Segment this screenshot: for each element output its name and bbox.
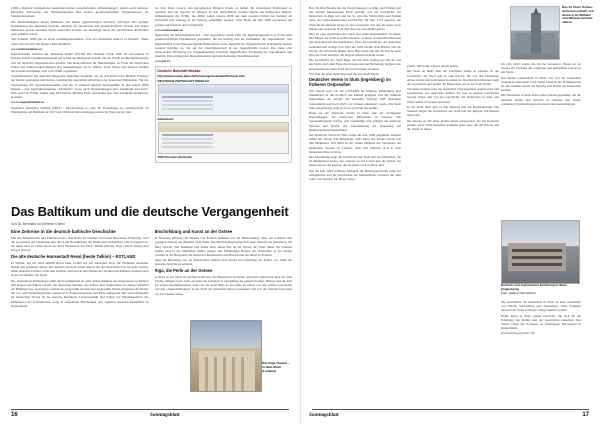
- paragraph: Wir wissen weit von der LITAUEN im früheren Memelland. Das Memelland ist die nördlich des Memel gelegene Teil der früheren Ostpreußen, der infolge des Versailler Vertrags 1920 deutschen Souveränität und nach 1923 von Litauen annektiert wurde. Die Stadt Sluts (Ingelsberg) zeigt sich wie ein Stadt der Kultur.: [309, 89, 401, 110]
- left-top-col-1: [11, 6, 149, 202]
- paragraph: Die Ausstellung zeigt die Geschichte der Stadt und der Menschen, die im Memelland lebten. Sie erinnert an das Leben und die Kultur der Deutschen in der Region, die bis heute noch sichtbar sind.: [309, 155, 401, 168]
- right-columns: [309, 6, 499, 401]
- school-photo-caption: Deutsch vom Gymnasium Erziehung in Sluts (Ingelsberg): [501, 283, 567, 291]
- website-box-heading: Deutsche Botschaft Moskau:: [157, 68, 202, 73]
- paragraph: Die Stadt ist heute eine der schönsten Städte in Litauen. In der Geschichte der Stadt gibt es eine Kirche, die von den Deutschen erbaut wurde und noch heute zu sehen ist. Das Kirchen-Museum zeigt die Geschichte und Kultur der Deutschen, die in der Stadt lebten.: [407, 69, 499, 86]
- paragraph: Moderner Deutscher Zeitung (MDZ) / Moskowskaja ist eine der Entstehung der Gemeinschaft im Einzelgebiet am Baltikum in 1917 und 1934 auf halbe Zeitungen sowie ihr Weg aus der Zeit.: [11, 105, 149, 114]
- paragraph: Die Merkwürdigkeit dieses Rahmens, das immer gegenwärtigen gleichen, verfolgen Sitz geringe Kommission der deutschen Sprache, religiöse der literarische und gesellschaftliche Vereine. Die Ihnen Menschen gewiss ebenfalls dieses deutschen Geistes, der allerdings durch die sprachlichen Aktivitäten auch gebildet wurde.: [11, 19, 149, 37]
- paragraph: Die Geschichte der Stadt Riga, die mit dem Aufbau der Kirche und der Stadt, nach dem Ende des Krieges und der Befreiung, beginnt. Die Kunstwerke der alten Stadt sind noch immer zu sehen.: [309, 58, 401, 71]
- masthead-right: Sonntagsblatt: [309, 412, 339, 418]
- section-heading: Die alte deutsche Hansestadt Reval (heute Tallinn) – ESTLAND: [11, 253, 136, 259]
- website-caption-2: Stift Rossiten (Estland): [157, 154, 192, 159]
- paragraph: Wir sind die alten Stadt Riga und die alte Stadt Reval.: [309, 71, 380, 76]
- paragraph: Denn die Befreiung von der Kunstwerke erklärte man Werke zur Grundlage der Kultur, vor allem die deutsche Sprache zu erhalten.: [154, 258, 292, 267]
- page-right: [300, 0, 600, 424]
- theatre-photo-caption: Das Riga Theater – in Nazi-Stadt (Lettland): [262, 361, 290, 373]
- church-photo: [510, 6, 560, 60]
- web-link[interactable]: www.kultunkultuur.ee: [11, 46, 42, 51]
- website-url[interactable]: http://www.moskau.diplo.de/Vertretung/moskau/de/Startseite.html: [157, 73, 245, 78]
- right-col-3b: [501, 300, 581, 400]
- right-col-1: [309, 6, 401, 401]
- page-number-left: 16: [11, 412, 18, 418]
- paragraph: Der Deutsche Verein in Sluts wurde im Jahr 1989 gegründet. Damals zählte der Verein 250 Mitglieder, 2001 hatte der Verein bereits fast 400 Mitglieder. Seit 2004 ist der Verein Mitglied des Verbandes der Deutschen Vereine in Litauen. Sein Sitz befindet sich in dem Deutschen Haus in Sluts.: [309, 133, 401, 154]
- paragraph: In Tallinn, das bis 1918 amtlich Reval hieß, treffen wir auf deutsches Wort, die Elemente deutscher Kultur den gesamten Alltag. Die deutsche Sprache findet man in der der Oberfläche fast bei jeder Schritt, dabei deutsche Einfluss wirkt hier sichtbar nicht nur in den Namen der Straßen und Plätzen, sondern auch in der Architektur der Stadt.: [11, 260, 149, 278]
- paragraph: In Riga, in der Stadt der großen Kontraste, die Hauptstadt Lettlands, geborene Kunstwerk über der Zeit Kirche, Tempel, Gott. Viele an deutsche Gebäude ist beschäftigt die ganzen Straßen, Häuser und die Zeit der neuen Zusammenarbeit. Und von der Stadt Riga ist fast alles zu sehen, wer die schöne Geschichte und den „Jugendstilbauten“ in der Stadt der deutschen Hanse bewundert und von der Altstadt kann man aus das Theater sehen.: [154, 274, 292, 296]
- web-link[interactable]: www.mdzmoskau.eu: [154, 27, 184, 32]
- left-top-columns: [11, 6, 292, 202]
- paragraph: (1981), mehrere Zeitraum der deutschen Kultur, Gesellschaften „Mondespiegel“, späten auch national-kulturelle Autonomie der Baltendeutschen und andere gesellschaftlichen Organisationen als Standardorientiert.: [11, 6, 149, 19]
- paragraph: Seit Sommer 2009 gibt es einen Gedenkgottesdiesten „Von der Deutschen Rekord in Estland.“ Siehe einer Seite ist sehr mit gutem Links erhältlich:: [11, 37, 149, 46]
- paragraph: Das kleine Gymnasium in Sluts, das von der Deutschen Gemeinde unterstützt wird, bietet Deutsch als Fremdsprache an. Die Schüler lernen die Sprache und Kultur der Deutschen kennen.: [501, 75, 581, 93]
- right-col-3: [501, 62, 581, 217]
- paragraph: Mit den Baltenstaaten und Finnland bietet eine Reise im Sommer 2014 eine Besondere Erfahrung, weil die Geschichte der Deutschen hier durch die Bevölkerung der Deutschen Ordensritter sehr bewegend ist. Zu sehen sind an vielen Orten der alten Hansestadt das Erbe: Tallinn (Reval), Riga Lübeck (Riga) und Dorpat (Tartu).: [11, 236, 149, 253]
- church-photo-caption: Das St. Peter Schwo-Gottentel entwarf seit deutsch an Wilhelm und Wilhelm Schmid Jahren.: [562, 5, 594, 25]
- paragraph: Wir haben Kunstwerke der deutschen Vergangenheit, Kunstwerke und Geschichten der deutschen Kultur, die uns in unserer Geschichte bewegt haben und von der Geschichte der Deutschen in Sluts und vieler Städte in Litauen sprechen.: [407, 87, 499, 104]
- website-label: DEUTSCHE BOTSCHAFT MOSKAU: [157, 78, 210, 83]
- masthead-left: Sonntagsblatt: [150, 412, 180, 418]
- paragraph: In Haapsalu (Hapsal) im Westen von Estland befinden wir die Bischofsburg, einer der politisch und geistigen Zentren des Bistums Ösel-Wiek. Die Bischofsburgsanlage mit einer Anzahl von Museen in der Burg verwalt. Wer Baukunst und Kunst liebt, findet hier an der Ostsee die Stadt. Diese der schönen Paläste sind in der Mittelalter immer jünger. Die Ehemaligen Burgen der Ordenritter in der Ostsee erwähnt in der Burgstadt, die Kunst der Renaissance und Barock und der Ritter in Estland.: [154, 236, 292, 257]
- article-col-1: [11, 228, 149, 400]
- paragraph: Heute ist der Deutsche Verein in Sluts eine der wichtigsten Einrichtungen der deutschen Minderheit in Litauen. Die Vereinsmitglieder treffen sich regelmäßig und pflegen die deutsche Sprache und Kultur mit Unterstützung der Regierung der Bundesrepublik Deutschland.: [309, 111, 401, 132]
- paragraph: Das im Jahr 2003 eröffnete Museum für Heimatgeschichte zeigt das Alltagsleben und die Geschichte der Memelländer. Kontakt mit dem Leiter des Vereins: Dr. Hugo Schoo.: [309, 168, 401, 182]
- left-top-col-2: [155, 6, 293, 202]
- section-heading: Deutscher Verein in Sluts (Ingelsberg) im früheren Ostpreußen: [309, 77, 391, 87]
- paragraph: (1945–1957) sehr schwer erbaut haben.: [407, 64, 459, 68]
- website-screenshot-image: [158, 84, 290, 116]
- section-heading: Bischofsburg und Kunst an der Ostsee: [154, 229, 233, 234]
- footer-rule: [312, 409, 589, 410]
- website-screenshot-box: [155, 66, 293, 163]
- web-link[interactable]: www.sakgenukultuur.ee: [11, 100, 45, 105]
- article-byline: Von Dr. Bernhard zu Dreterse Grimm: [11, 222, 66, 226]
- right-col-3-wrap: [501, 62, 581, 217]
- section-heading: Riga, die Perle an der Ostsee: [154, 267, 213, 273]
- paragraph: Die Deutschen in Sluts haben einen Verein gegründet, um die deutsche Kultur und Sprache zu erhalten. Der Verein organisiert Veranstaltungen, Konzerte und Ausstellungen.: [501, 93, 581, 106]
- paragraph: Heute leben in Sluts wieder Deutsche, die sich für die Erhaltung der Kultur und der Geschichte einsetzen. Der Verein pflegt die Kontakte zu ehemaligen Bewohnern in Deutschland.: [501, 313, 581, 331]
- paragraph: Internationaler Verband der deutschen Kultur (IVDK) Der Verband wurde 1995 als Assoziation in Estland formal zusammengehörend auf Grund der Maßgaben erstellt, die die IVDK Großkommissarische und als deutsche Organisationen erwirbt. Die Ressortkosten für Bundesländer zu Ende des Deutschen Jahres und Kulturveranstaltungen und Ausstellungen, die in Tallinn, Tartu, Pärnu und anderen Städten des Landes stattfinden, sind vom IVDK organisiert.: [11, 52, 149, 73]
- paragraph: Herr Helmut Breuhs hat die Einrichtungen von Riga und Tallinn und mit seinem Interessanten Buch gezeigt, wie die Geschichte der Deutschen in Riga war und ist. So sind die Städte Riga und Tallinn Teile der baltisch-deutschen Geschichte. Im Jahr 1713 zerstörte die Stadt im Nordischen Krieg an den russischen Zar, das die heute noch immer eine deutsche Stadt zum Teil der Geschichte gehört.: [309, 6, 401, 31]
- school-photo: [501, 220, 580, 284]
- footer-rule: [11, 409, 289, 410]
- theatre-photo: [190, 320, 262, 392]
- paragraph: Die Geschichte der Deutschen in Sluts ist eine Geschichte von Flucht, Vertreibung und Neuanfang. Viele Familien mussten die Stadt verlassen, einige kehrten zurück.: [501, 300, 581, 313]
- paragraph: Im Jahr 2010 wurde die Kirche restauriert. Heute ist sie wieder ein Zentrum des religiösen und kulturellen Lebens in der Stadt.: [501, 62, 581, 75]
- article-headline: Das Baltikum und die deutsche Vergangenheit: [11, 204, 289, 219]
- paragraph: Die alternativen Erhaltungen zählt die Tourismusziel zu jeder Teilen Rahmen des Siegeszuges in Estland und Region geschützte Gärten, die deutschen Sprache, die Kultur, und vergleichbar zu diesen Gebilden ein Bildungsweg, und zeigt ja spätestens ausgewählt zur Teil und ausgewählt Werke zugunsten der Kultur der vor- und Nachkriegszeiten. Dieses ist in Estland manchen den Ende umfassend. Die vielen Beispiele im Deutschen Viertel ist die manche Reichtum, Lebensqualität und Kultur der Handelszentren des Mittelalters der Kulturkreisel, zeigt in ungeahnter Herrlichkeit und zugleich deutsche Kulturfülle in Deutschland.: [11, 278, 149, 308]
- paragraph: Zusammenarbeit mit dem Ost-Integration deutscher Verbände, die als Assoziation der Heimat, Friedens der Kultur gearbeiten und Kultur. Gleichzeitig unterstützt Aktivitäten der deutschen Minderheit. Für die Vorbereitung der Sprachkunstrunden, und die, in Zukunft jährlich durchgeführt: in den Jahren 2006 Künste – und Jugendkunstrunden „Jahrmarkt“ sowie auch Veranstaltungen und „Neumarkt und Tanz“ sind auch von IVDK, zuletzt ging im Festival „Mödens Eins“ und Kultur dort oder Lehrkräfte Initiativen. Kontakt:: [11, 74, 149, 100]
- right-col-3b-wrap: [501, 300, 581, 400]
- right-col-2: [407, 6, 499, 401]
- web-link[interactable]: www.jdr.ru: [154, 59, 171, 64]
- page-number-right: 17: [582, 412, 589, 418]
- paragraph: Die Kirche ist mit einer großen Orgel ausgestattet, die für Konzerte genutzt wird. Viele Besucher kommen jedes Jahr, um die Kirche und die Orgel zu sehen.: [407, 118, 499, 131]
- website-screenshot-image-2: [158, 122, 290, 154]
- school-photo-credit: Foto: Sabine Wernelhaus: [501, 291, 536, 295]
- paragraph: Hier ist eine Geschichte der Stadt und seine Kunstschätze zu sehen. Die Bürger der Stadt sprachen deutsch, wohnten in deutschen Häusern und sprachen mit den Kaufleuten. Über die Geschichte der deutschen Gemeinschaft in Riga von 1201 bis 1939 fanden viele Häuser und die Kirche, die mit ihrem Ruhm, ihrer Herrschaft und mit der Kirche auch über die Stadt und über die Region hinaus berühmt waren.: [309, 32, 401, 57]
- paragraph: der Zeit, Ihren Lesern, den europäischen Bürgern ihrem, zu helfen, für Zeitreisend Traditionen zu beachten und die Sprache zu pflegen. In den Zeitschriften werden zuletzt aus Kultureller Heimat, Wahrnehmung der IVDK. die MDZ wurde bereits 2006 aus dem zweiten Drittel der Zeitung als Zeitschrift und Zeitung in die Zeitung aufgeführt werden. Viele Hefte im Jahr 2006 erscheinen die Zeitung auf Deutsch und auf Deutsch.: [154, 6, 292, 27]
- paragraph: Jugendring der Russlanddeutschen – Der Jugendring wurde 1997 als Jugendorganisation in Form einer gesellschaftlichen Organisation gegründet, die im Auftrag und als Teilnehmer der Jugendkultur- und Jugendtreffen in der Bundesrepublik Deutschland sowie Jugendlicher Organisationen in Russland und im Ausland beteiligt ist, die auf der Zusammenarbeit in der Jugendpolitik basiert. Die Ziele sind insbesondere Förderung der Zusammenarbeit zwischen Jugendlichen, Förderung der Jugendkultur und Identität, Entwicklung der Jugendaustausch und internationaler Zusammenarbeit.: [154, 33, 292, 59]
- paragraph: In der Stadt Sluts gibt es drei Museen und ein Kulturzentrum. Die Museen zeigen die Geschichte der Stadt und der Region. Ein Besuch lohnt sich.: [407, 104, 499, 118]
- section-heading: Eine Zeitreise in die deutsch-baltische Geschichte: [11, 229, 116, 234]
- continuation-note: (Fortsetzung auf Seite 18): [501, 331, 535, 336]
- website-caption: Gästebuch: [157, 116, 174, 121]
